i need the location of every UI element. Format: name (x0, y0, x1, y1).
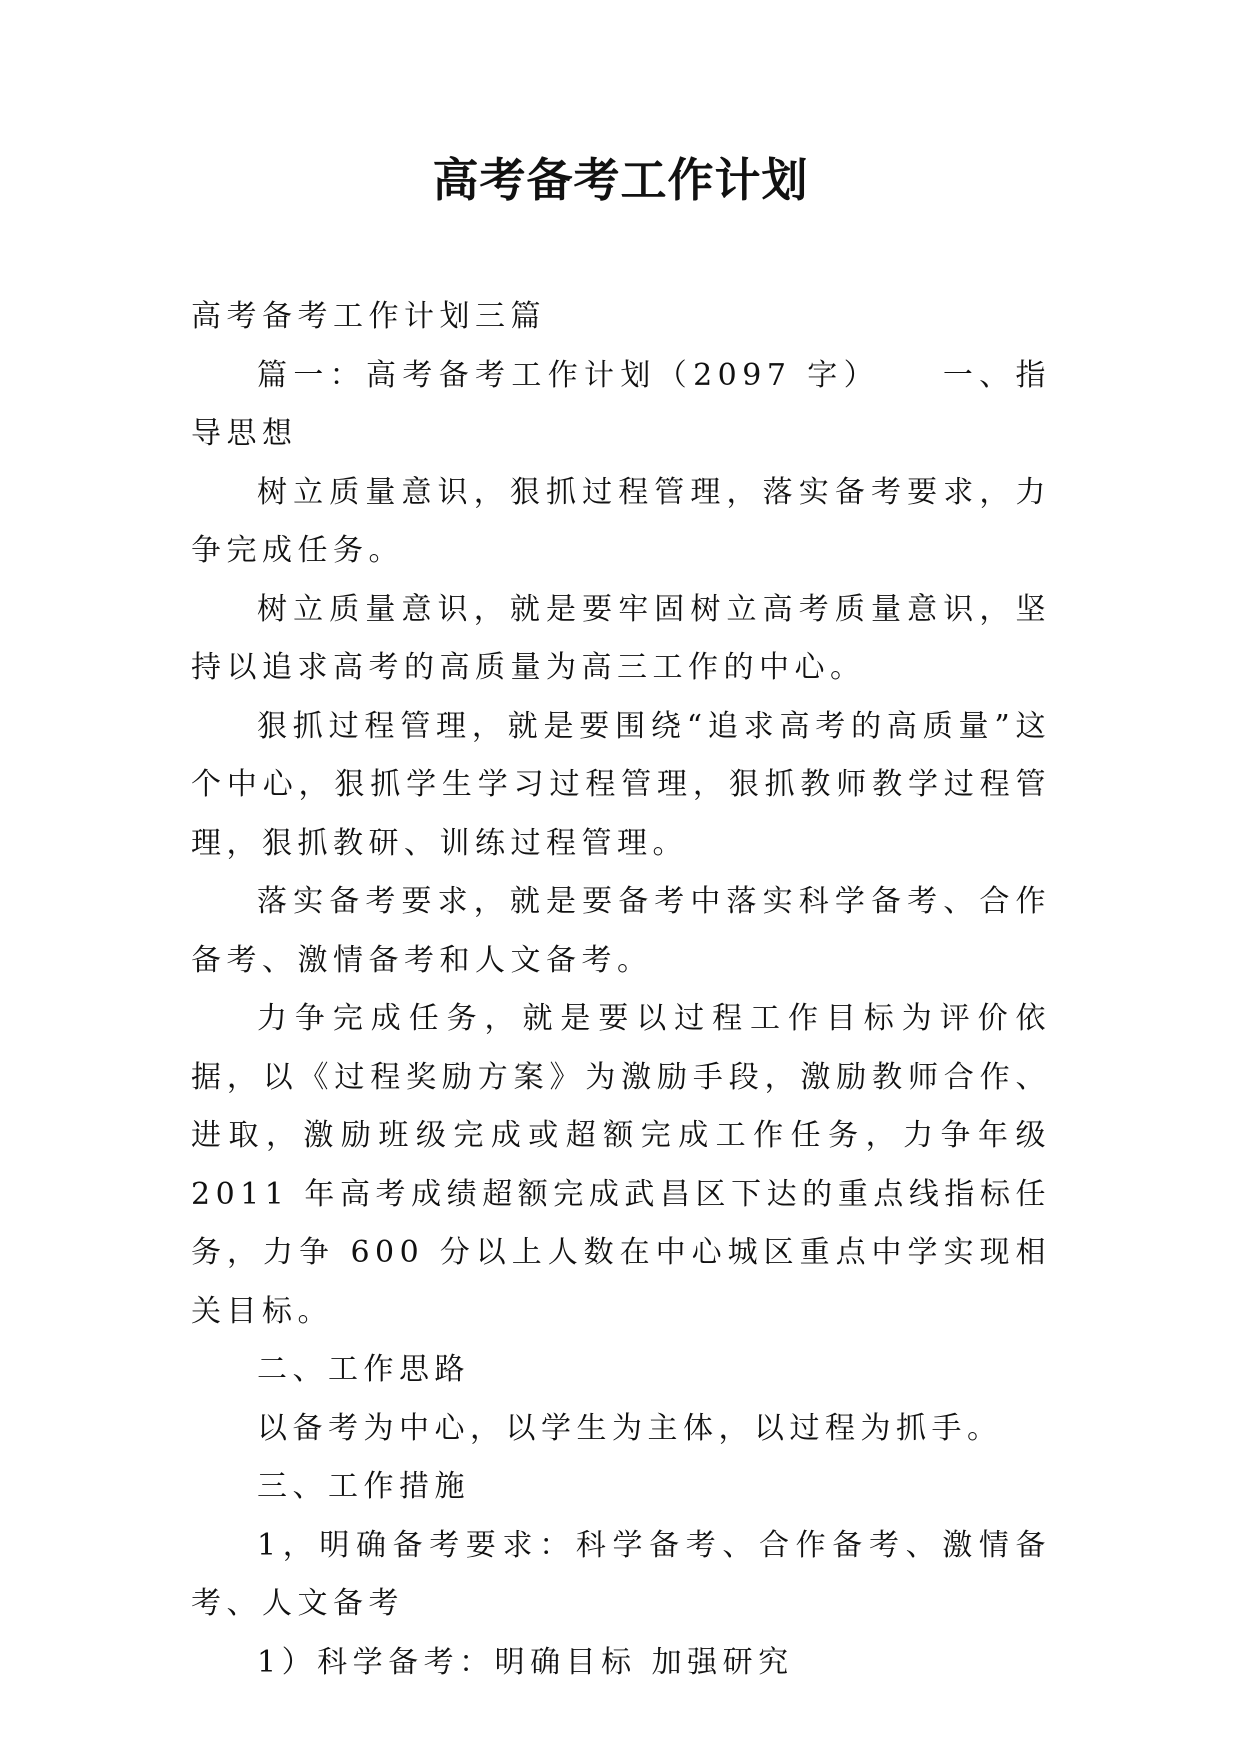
paragraph-text: 高考备考工作计划三篇 (191, 299, 546, 334)
paragraph-text: 篇一：高考备考工作计划（2097 字） (257, 357, 880, 393)
paragraph-text: 三、工作措施 (257, 1469, 470, 1504)
paragraph-text: 1，明确备考要求：科学备考、合作备考、激情备考、人文备考 (191, 1527, 1051, 1621)
paragraph (191, 464, 1051, 581)
paragraph-text: 力争完成任务，就是要以过程工作目标为评价依据，以《过程奖励方案》为激励手段，激励教师合作、进取，激励班级完成或超额完成工作任务，力争年级 2011 年高考成绩超额完成武昌区下达的重点线指标任务，力争 600 分以上人数在中心城区重点中学实现相关目标。 (191, 1001, 1051, 1329)
paragraph (191, 581, 1051, 698)
paragraph-part-one-heading (191, 347, 1051, 464)
section-heading-work-measures (191, 1458, 1051, 1517)
paragraph-text: 树立质量意识，狠抓过程管理，落实备考要求，力争完成任务。 (191, 474, 1051, 568)
paragraph (191, 1634, 1051, 1693)
paragraph-text: 树立质量意识，就是要牢固树立高考质量意识，坚持以追求高考的高质量为高三工作的中心。 (191, 591, 1051, 685)
paragraph-text: 1）科学备考：明确目标 加强研究 (257, 1644, 794, 1680)
paragraph-text: 狠抓过程管理，就是要围绕“追求高考的高质量”这个中心，狠抓学生学习过程管理，狠抓教师教学过程管理，狠抓教研、训练过程管理。 (191, 708, 1051, 861)
document-body (191, 288, 1051, 1692)
paragraph (191, 873, 1051, 990)
paragraph (191, 1517, 1051, 1634)
paragraph-subtitle (191, 288, 1051, 347)
paragraph-text: 以备考为中心，以学生为主体，以过程为抓手。 (257, 1410, 1003, 1446)
paragraph-text: 落实备考要求，就是要备考中落实科学备考、合作备考、激情备考和人文备考。 (191, 884, 1051, 978)
paragraph-text: 二、工作思路 (257, 1352, 470, 1387)
paragraph (191, 990, 1051, 1341)
paragraph (191, 698, 1051, 874)
paragraph (191, 1400, 1051, 1459)
document-title: 高考备考工作计划 (432, 153, 809, 207)
section-heading-work-approach (191, 1341, 1051, 1400)
section-heading-guiding-ideology: 一、指导思想 (191, 357, 1052, 451)
